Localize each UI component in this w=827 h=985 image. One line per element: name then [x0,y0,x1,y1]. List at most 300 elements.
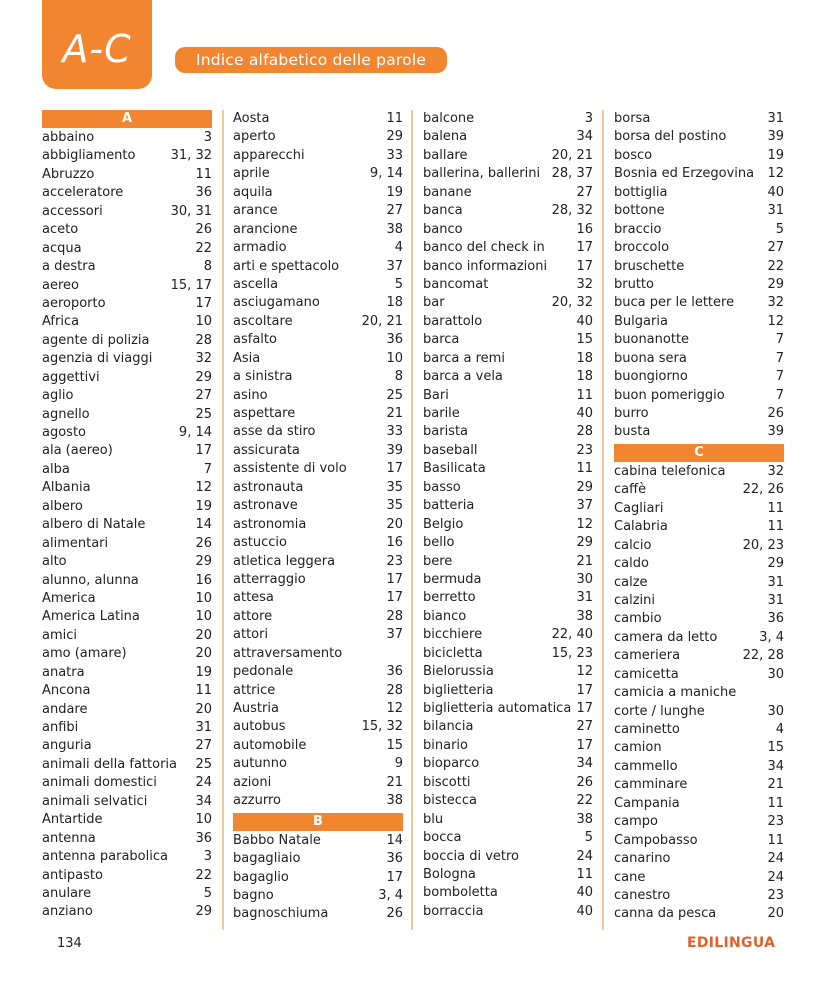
index-page-refs: 29 [195,904,212,920]
index-entry [423,774,593,792]
index-entry [423,331,593,349]
index-entry [42,572,212,590]
index-entry [614,739,784,757]
index-entry [614,574,784,592]
index-term: assicurata [233,442,300,458]
index-entry [233,350,403,368]
index-page-refs: 31 [767,574,784,590]
index-entry [233,832,403,850]
letter-section-header: A [42,110,212,128]
index-entry [423,202,593,220]
index-entry [614,423,784,441]
index-entry [233,682,403,700]
index-page-refs: 11 [386,111,403,126]
index-term: broccolo [614,240,670,256]
index-term: atterraggio [233,571,306,587]
column-divider [411,110,413,930]
index-term: arancione [233,221,298,237]
index-term: Bologna [423,866,476,882]
index-entry [42,184,212,202]
index-entry [423,128,593,146]
index-term: aggettivi [42,369,100,385]
index-entry [423,571,593,589]
index-term: buon pomeriggio [614,387,725,403]
index-entry [233,516,403,534]
index-page-refs: 20 [386,516,403,532]
index-term: balcone [423,111,475,126]
index-entry [614,610,784,628]
index-term: aeroporto [42,295,106,311]
index-entry [233,184,403,202]
index-term: atletica leggera [233,553,336,569]
index-entry [614,202,784,220]
index-term: barca a remi [423,350,505,366]
index-entry [42,166,212,184]
index-entry [614,758,784,776]
index-page-refs: 23 [576,442,593,458]
index-entry [614,294,784,312]
index-term: aperto [233,129,276,145]
index-term: Basilicata [423,461,486,477]
index-entry [233,276,403,294]
index-entry [42,793,212,811]
index-page-refs: 17 [386,590,403,606]
index-term: Antartide [42,812,103,828]
index-term: bere [423,553,453,569]
index-entry [614,405,784,423]
index-page-refs: 24 [576,848,593,864]
index-term: apparecchi [233,147,305,163]
index-entry [42,867,212,885]
index-term: bocca [423,830,462,846]
index-entry [233,645,403,663]
index-entry [423,589,593,607]
index-term: busta [614,424,651,440]
index-entry [614,813,784,831]
index-term: Bari [423,387,449,403]
index-page-refs: 12 [195,480,212,496]
index-entry [423,479,593,497]
index-term: bermuda [423,571,482,587]
index-page-refs: 38 [386,793,403,809]
index-page-refs: 36 [386,664,403,680]
index-term: bosco [614,147,653,163]
index-entry [423,258,593,276]
index-term: berretto [423,590,476,606]
index-page-refs: 34 [576,756,593,772]
index-term: animali della fattoria [42,756,177,772]
index-term: caffè [614,482,647,498]
index-term: agente di polizia [42,332,150,348]
index-term: barca [423,332,460,348]
index-entry [614,647,784,665]
index-term: buona sera [614,350,687,366]
index-entry [614,110,784,128]
index-entry [423,903,593,921]
index-entry [233,479,403,497]
index-term: camicia a maniche [614,685,737,701]
index-term: antenna parabolica [42,849,168,865]
index-term: bilancia [423,719,474,735]
index-term: cameriera [614,648,681,664]
index-term: astronave [233,498,298,514]
index-page-refs: 15, 32 [361,719,403,735]
index-page-refs: 15 [767,740,784,756]
index-term: asino [233,387,268,403]
index-term: camicetta [614,666,679,682]
index-entry [42,701,212,719]
index-page-refs: 29 [576,535,593,551]
index-page-refs: 21 [767,777,784,793]
index-page-refs: 9, 14 [178,425,212,440]
index-page-refs: 17 [576,682,593,698]
index-column-3 [423,110,593,921]
index-entry [233,442,403,460]
index-page-refs: 4 [775,722,784,737]
index-entry [233,850,403,868]
index-page-refs: 20, 21 [361,313,403,329]
index-term: corte / lunghe [614,703,705,719]
index-term: alunno, alunna [42,572,139,588]
index-term: pedonale [233,664,294,680]
index-page-refs: 31 [767,111,784,126]
index-term: boccia di vetro [423,848,520,864]
index-entry [42,498,212,516]
index-page-refs: 24 [767,851,784,867]
index-term: bomboletta [423,885,498,901]
index-entry [423,848,593,866]
index-entry [233,460,403,478]
index-term: balena [423,129,468,145]
index-page-refs: 11 [767,832,784,848]
index-page-refs: 3 [584,111,593,126]
index-term: Asia [233,350,261,366]
index-page-refs: 8 [394,369,403,385]
index-entry [42,848,212,866]
index-page-refs: 26 [386,906,403,922]
index-entry [42,424,212,442]
index-entry [233,110,403,128]
index-page-refs: 12 [576,516,593,532]
index-term: aquila [233,184,273,200]
index-entry [233,294,403,312]
index-entry [233,905,403,923]
index-term: Austria [233,701,279,716]
index-term: borraccia [423,903,484,919]
index-entry [423,608,593,626]
index-page-refs: 31, 32 [170,148,212,164]
index-term: Cagliari [614,500,664,516]
index-entry [423,184,593,202]
index-entry [42,737,212,755]
index-entry [614,592,784,610]
index-entry [423,405,593,423]
index-page-refs: 27 [767,240,784,256]
index-term: banco [423,221,463,237]
index-term: aglio [42,388,74,404]
index-entry [42,442,212,460]
index-page-refs: 28 [386,682,403,698]
index-term: biglietteria [423,682,494,698]
index-term: buca per le lettere [614,295,735,311]
index-entry [233,534,403,552]
index-term: Albania [42,480,91,496]
index-page-refs: 5 [775,221,784,237]
index-term: agnello [42,406,90,422]
index-page-refs: 33 [386,424,403,440]
index-term: caminetto [614,722,680,737]
index-page-refs: 23 [386,553,403,569]
index-page-refs: 19 [767,147,784,163]
index-entry [42,590,212,608]
index-page-refs: 20 [195,646,212,662]
index-term: camera da letto [614,629,718,645]
index-page-refs: 20, 23 [742,537,784,553]
index-term: armadio [233,240,287,256]
index-page-refs: 16 [195,572,212,588]
index-term: ascoltare [233,313,293,329]
index-page-refs: 30 [576,571,593,587]
index-page-refs: 20 [195,627,212,643]
index-page-refs: 20, 21 [551,147,593,163]
index-page-refs: 15, 23 [551,645,593,661]
index-entry [42,719,212,737]
index-term: barile [423,406,460,421]
index-entry [233,497,403,515]
index-entry [42,147,212,165]
index-page-refs: 38 [386,221,403,237]
index-term: anziano [42,904,93,920]
index-entry [233,737,403,755]
index-page-refs: 11 [576,387,593,403]
index-entry [423,313,593,331]
index-term: buonanotte [614,332,690,348]
index-page-refs: 39 [386,442,403,458]
index-page-refs: 17 [386,869,403,885]
index-entry [233,128,403,146]
index-term: Africa [42,314,80,330]
index-term: ballerina, ballerini [423,166,541,182]
index-page-refs: 9 [394,756,403,772]
index-entry [42,627,212,645]
column-divider [222,110,224,930]
index-term: barista [423,424,469,440]
index-page-refs: 17 [576,258,593,274]
index-page-refs: 17 [195,443,212,459]
index-term: aereo [42,277,79,293]
section-range-label: A-C [62,26,132,71]
index-page-refs: 38 [576,608,593,624]
index-term: arance [233,203,278,219]
index-entry [42,885,212,903]
index-term: basso [423,479,461,495]
index-term: biglietteria automatica [423,701,572,716]
index-entry [423,497,593,515]
index-term: ballare [423,147,468,163]
index-page-refs: 28, 37 [551,166,593,182]
index-page-refs: 40 [576,885,593,901]
index-page-refs: 17 [576,737,593,753]
index-term: bagaglio [233,869,289,885]
index-term: asfalto [233,332,277,348]
index-entry [423,700,593,718]
index-entry [614,555,784,573]
index-page-refs: 11 [767,519,784,535]
index-term: bar [423,295,445,311]
index-entry [42,645,212,663]
index-term: Bulgaria [614,313,668,329]
index-page-refs: 12 [767,313,784,329]
index-page-refs: 3 [203,849,212,865]
index-entry [42,553,212,571]
index-entry [423,460,593,478]
index-entry [233,405,403,423]
index-entry [233,313,403,331]
index-term: borsa [614,111,651,126]
index-entry [233,589,403,607]
index-term: anfibi [42,720,79,735]
index-entry [614,869,784,887]
index-page-refs: 19 [195,664,212,680]
index-term: albero di Natale [42,517,146,533]
index-entry [423,718,593,736]
index-entry [614,721,784,739]
index-entry [233,202,403,220]
index-term: accessori [42,203,103,219]
index-page-refs: 29 [195,554,212,570]
index-page-refs: 37 [576,498,593,514]
index-entry [614,481,784,499]
index-entry [233,774,403,792]
index-term: banane [423,184,472,200]
index-term: azzurro [233,793,281,809]
index-page-refs: 15, 17 [170,277,212,293]
index-term: buongiorno [614,369,688,385]
index-page-refs: 36 [386,851,403,867]
index-entry [233,147,403,165]
index-entry [423,239,593,257]
index-term: agosto [42,425,86,440]
index-page-refs: 26 [576,774,593,790]
index-page-refs: 11 [576,866,593,882]
index-term: amici [42,627,78,643]
index-entry [233,423,403,441]
index-page-refs: 23 [767,887,784,903]
index-term: calze [614,574,648,590]
index-entry [614,387,784,405]
index-page-refs: 4 [394,240,403,256]
index-term: arti e spettacolo [233,258,340,274]
index-page-refs: 22 [576,793,593,809]
index-term: bioparco [423,756,480,772]
index-entry [614,518,784,536]
index-entry [614,258,784,276]
index-page-refs: 34 [195,793,212,809]
index-page-refs: 37 [386,627,403,643]
index-term: cane [614,869,646,885]
index-term: bicicletta [423,645,483,661]
index-page-refs: 17 [386,571,403,587]
index-term: camminare [614,777,688,793]
index-entry [233,331,403,349]
index-term: astronauta [233,479,304,495]
index-term: attraversamento [233,645,343,661]
index-entry [423,534,593,552]
index-entry [233,571,403,589]
index-entry [42,387,212,405]
index-term: binario [423,737,468,753]
index-page-refs: 10 [386,350,403,366]
index-entry [42,756,212,774]
index-page-refs: 32 [767,463,784,479]
index-entry [42,313,212,331]
index-term: Babbo Natale [233,832,321,848]
index-entry [423,792,593,810]
index-entry [233,755,403,773]
index-entry [42,516,212,534]
index-entry [233,165,403,183]
index-entry [42,129,212,147]
index-entry [233,792,403,810]
index-entry [42,203,212,221]
index-term: Calabria [614,519,668,535]
index-term: bello [423,535,455,551]
index-term: bicchiere [423,627,483,643]
index-page-refs: 27 [195,738,212,754]
index-page-refs: 24 [767,869,784,885]
index-page-refs: 18 [576,350,593,366]
index-page-refs: 27 [576,184,593,200]
index-entry [233,221,403,239]
index-page-refs: 36 [195,830,212,846]
index-page-refs: 3 [203,130,212,145]
index-page-refs: 29 [386,129,403,145]
index-term: braccio [614,221,662,237]
page-title: Indice alfabetico delle parole [195,51,427,69]
index-entry [42,258,212,276]
index-term: burro [614,406,649,421]
index-entry [233,700,403,718]
index-term: attrice [233,682,276,698]
index-term: calcio [614,537,652,553]
index-entry [614,850,784,868]
index-page-refs: 7 [775,387,784,403]
index-page-refs: 11 [195,166,212,182]
index-page-refs: 17 [386,461,403,477]
index-page-refs: 34 [767,758,784,774]
index-page-refs: 30 [767,666,784,682]
index-page-refs: 22, 28 [742,648,784,664]
index-page-refs: 22 [767,258,784,274]
index-term: banca [423,203,463,219]
index-page-refs: 26 [195,535,212,551]
index-term: astronomia [233,516,307,532]
index-page-refs: 36 [195,185,212,201]
index-term: agenzia di viaggi [42,351,153,367]
index-term: blu [423,811,444,827]
index-page-refs: 40 [576,313,593,329]
index-entry [42,461,212,479]
index-term: a sinistra [233,369,293,385]
index-entry [423,221,593,239]
index-entry [233,718,403,736]
index-page-refs: 36 [767,611,784,627]
index-page-refs: 39 [767,424,784,440]
index-page-refs: 17 [195,295,212,311]
index-term: bagno [233,887,274,903]
index-entry [614,184,784,202]
index-entry [423,645,593,663]
